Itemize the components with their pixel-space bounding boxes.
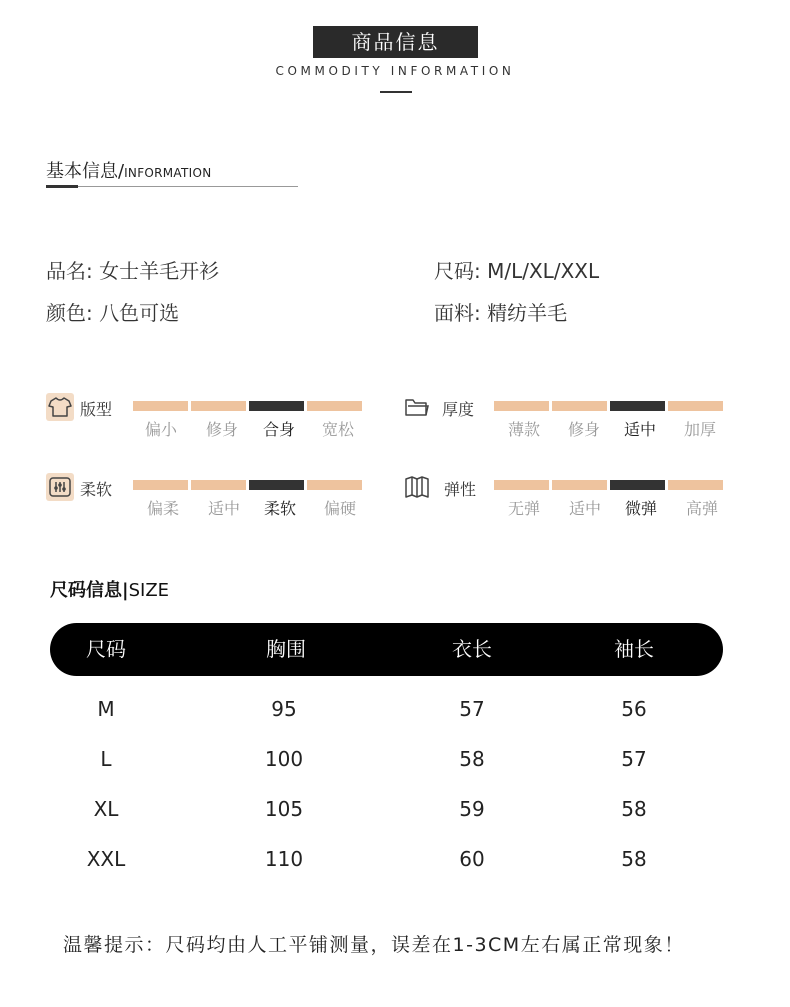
scale-option: 修身 — [567, 420, 600, 439]
table-cell: 57 — [459, 697, 485, 721]
scale-segment — [494, 480, 549, 490]
attr-label-thickness: 厚度 — [442, 400, 475, 419]
attr-label-elasticity: 弹性 — [444, 480, 477, 499]
scale-option: 加厚 — [683, 420, 716, 439]
info-label: 品名: — [46, 259, 93, 283]
scale-option-selected: 适中 — [623, 420, 656, 439]
info-item-color — [46, 297, 179, 326]
table-row — [50, 797, 723, 825]
scale-option-selected: 柔软 — [263, 499, 296, 518]
table-cell: 57 — [621, 747, 647, 771]
scale-segment — [552, 480, 607, 490]
column-header-chest: 胸围 — [266, 637, 306, 661]
scale-segment — [668, 401, 723, 411]
size-heading — [50, 576, 169, 602]
info-item-name — [46, 255, 219, 284]
scale-option: 适中 — [568, 499, 601, 518]
scale-option: 偏硬 — [323, 499, 356, 518]
scale-segment-selected — [249, 401, 304, 411]
table-cell: M — [97, 697, 115, 721]
size-table-header — [50, 623, 723, 676]
column-header-length: 衣长 — [452, 637, 492, 661]
scale-segment — [133, 401, 188, 411]
basic-info-underline — [46, 186, 298, 187]
scale-segment-selected — [610, 480, 665, 490]
scale-option: 无弹 — [507, 499, 540, 518]
info-label: 颜色: — [46, 301, 93, 325]
table-cell: 60 — [459, 847, 485, 871]
table-cell: 59 — [459, 797, 485, 821]
info-label: 面料: — [434, 301, 481, 325]
table-cell: XL — [93, 797, 119, 821]
sliders-icon — [46, 473, 74, 501]
info-value: 八色可选 — [99, 301, 180, 325]
size-heading-sep: | — [122, 580, 129, 601]
size-heading-en: SIZE — [128, 580, 170, 601]
basic-info-heading-en: INFORMATION — [124, 166, 212, 180]
scale-segment — [191, 480, 246, 490]
scale-option: 适中 — [207, 499, 240, 518]
attr-label-fit: 版型 — [80, 400, 113, 419]
table-cell: 58 — [621, 847, 647, 871]
scale-segment — [191, 401, 246, 411]
attr-label-softness: 柔软 — [80, 480, 113, 499]
table-cell: 58 — [459, 747, 485, 771]
page-title: 商品信息 — [313, 26, 478, 58]
map-fold-icon — [403, 473, 431, 501]
table-cell: 100 — [264, 747, 304, 771]
table-row — [50, 747, 723, 775]
scale-option: 宽松 — [321, 420, 354, 439]
measurement-tip: 温馨提示：尺码均由人工平铺测量，误差在1-3CM左右属正常现象！ — [63, 934, 685, 956]
column-header-sleeve: 袖长 — [614, 637, 654, 661]
table-cell: 56 — [621, 697, 647, 721]
scale-segment-selected — [610, 401, 665, 411]
table-cell: 110 — [264, 847, 304, 871]
table-cell: 58 — [621, 797, 647, 821]
basic-info-heading — [46, 157, 212, 183]
table-cell: 95 — [271, 697, 297, 721]
column-header-size: 尺码 — [86, 637, 126, 661]
title-divider — [380, 91, 412, 93]
scale-segment — [133, 480, 188, 490]
scale-option: 偏柔 — [146, 499, 179, 518]
info-item-fabric — [434, 297, 567, 326]
tshirt-icon — [46, 393, 74, 421]
scale-segment — [307, 480, 362, 490]
scale-segment-selected — [249, 480, 304, 490]
info-item-size — [434, 255, 599, 284]
table-cell: XXL — [86, 847, 126, 871]
page-subtitle: COMMODITY INFORMATION — [275, 64, 515, 78]
info-value: 女士羊毛开衫 — [99, 259, 220, 283]
scale-segment — [552, 401, 607, 411]
info-value: 精纺羊毛 — [487, 301, 568, 325]
table-cell: L — [100, 747, 112, 771]
basic-info-heading-cn: 基本信息/ — [46, 161, 125, 182]
basic-info-underline-accent — [46, 185, 78, 188]
scale-option: 薄款 — [507, 420, 540, 439]
scale-option: 修身 — [205, 420, 238, 439]
folder-icon — [403, 393, 431, 421]
info-value: M/L/XL/XXL — [487, 259, 600, 283]
scale-segment — [307, 401, 362, 411]
table-cell: 105 — [264, 797, 304, 821]
table-row — [50, 847, 723, 875]
size-heading-cn: 尺码信息 — [50, 580, 122, 601]
scale-segment — [494, 401, 549, 411]
scale-segment — [668, 480, 723, 490]
scale-option: 高弹 — [685, 499, 718, 518]
table-row — [50, 697, 723, 725]
scale-option-selected: 微弹 — [624, 499, 657, 518]
scale-option-selected: 合身 — [262, 420, 295, 439]
scale-option: 偏小 — [144, 420, 177, 439]
info-label: 尺码: — [434, 259, 481, 283]
